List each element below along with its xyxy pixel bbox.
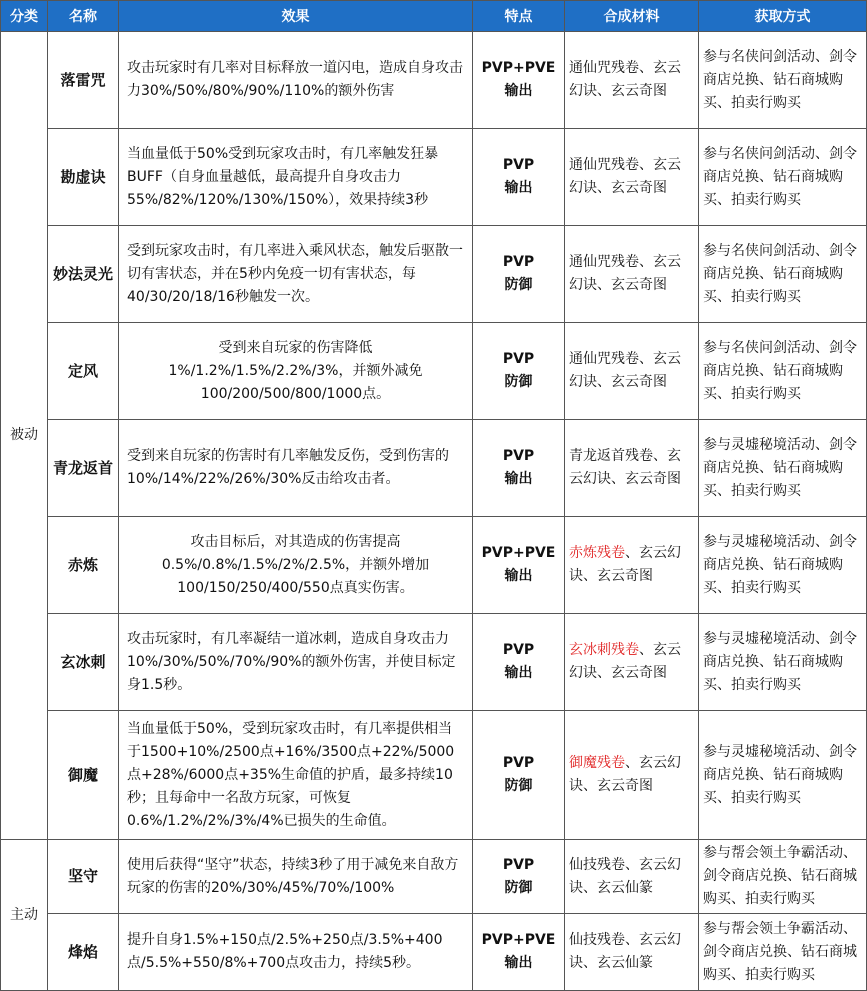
skill-materials — [565, 711, 699, 840]
material-text: 、玄云幻诀、玄云奇图 — [569, 545, 681, 584]
material-text: 、玄云幻诀、玄云奇图 — [569, 755, 681, 794]
feature-role: 防御 — [504, 778, 533, 794]
skill-effect: 使用后获得“坚守”状态，持续3秒了用于减免来自敌方玩家的伤害的20%/30%/45%/70%/100% — [119, 840, 473, 914]
material-text: 、玄云幻诀、玄云奇图 — [569, 642, 681, 681]
skill-effect: 受到玩家攻击时，有几率进入乘风状态，触发后驱散一切有害状态，并在5秒内免疫一切有害状态，每40/30/20/18/16秒触发一次。 — [119, 226, 473, 323]
skill-materials — [565, 420, 699, 517]
skill-name: 妙法灵光 — [48, 226, 119, 323]
skill-materials — [565, 517, 699, 614]
feature-role: 防御 — [504, 374, 533, 390]
feature-type: PVP+PVE — [481, 60, 556, 76]
feature-type: PVP+PVE — [481, 545, 556, 561]
skill-feature — [473, 711, 565, 840]
feature-type: PVP — [502, 856, 535, 873]
skill-effect: 受到来自玩家的伤害时有几率触发反伤，受到伤害的10%/14%/22%/26%/30%反击给攻击者。 — [119, 420, 473, 517]
table-row — [1, 323, 867, 420]
skill-materials — [565, 323, 699, 420]
category-cell: 主动 — [1, 840, 48, 991]
feature-role: 防御 — [504, 879, 533, 896]
skill-name: 青龙返首 — [48, 420, 119, 517]
material-text: 通仙咒残卷、玄云幻诀、玄云奇图 — [569, 351, 681, 390]
skill-name: 御魔 — [48, 711, 119, 840]
feature-role: 输出 — [504, 180, 533, 196]
skill-effect: 提升自身1.5%+150点/2.5%+250点/3.5%+400点/5.5%+550/8%+700点攻击力，持续5秒。 — [119, 914, 473, 991]
skill-effect: 当血量低于50%，受到玩家攻击时，有几率提供相当于1500+10%/2500点+16%/3500点+22%/5000点+28%/6000点+35%生命值的护盾，最多持续10秒；且每命中一名敌方玩家，可恢复0.6%/1.2%/2%/3%/4%已损失的生命值。 — [119, 711, 473, 840]
skill-materials — [565, 840, 699, 914]
feature-type: PVP — [502, 351, 535, 367]
table-row — [1, 32, 867, 129]
skill-name: 勘虚诀 — [48, 129, 119, 226]
skill-source: 参与名侠问剑活动、剑令商店兑换、钻石商城购买、拍卖行购买 — [699, 323, 867, 420]
feature-role: 防御 — [504, 277, 533, 293]
skill-source: 参与名侠问剑活动、剑令商店兑换、钻石商城购买、拍卖行购买 — [699, 129, 867, 226]
skill-materials — [565, 226, 699, 323]
material-text: 通仙咒残卷、玄云幻诀、玄云奇图 — [569, 157, 681, 196]
feature-type: PVP+PVE — [481, 932, 556, 948]
skill-effect: 当血量低于50%受到玩家攻击时，有几率触发狂暴BUFF（自身血量越低，最高提升自身攻击力55%/82%/120%/130%/150%），效果持续3秒 — [119, 129, 473, 226]
feature-role: 输出 — [504, 955, 533, 971]
material-highlight: 赤炼残卷 — [569, 545, 625, 561]
material-text: 仙技残卷、玄云幻诀、玄云仙篆 — [569, 856, 681, 896]
skill-feature — [473, 614, 565, 711]
table-row — [1, 711, 867, 840]
skill-source: 参与名侠问剑活动、剑令商店兑换、钻石商城购买、拍卖行购买 — [699, 226, 867, 323]
feature-type: PVP — [502, 448, 535, 464]
material-text: 通仙咒残卷、玄云幻诀、玄云奇图 — [569, 254, 681, 293]
skill-materials — [565, 914, 699, 991]
material-highlight: 玄冰刺残卷 — [569, 642, 639, 658]
skill-source: 参与帮会领土争霸活动、剑令商店兑换、钻石商城购买、拍卖行购买 — [699, 840, 867, 914]
feature-type: PVP — [502, 157, 535, 173]
skill-source: 参与灵墟秘境活动、剑令商店兑换、钻石商城购买、拍卖行购买 — [699, 420, 867, 517]
skill-name: 赤炼 — [48, 517, 119, 614]
skill-name: 落雷咒 — [48, 32, 119, 129]
skill-feature — [473, 323, 565, 420]
material-text: 通仙咒残卷、玄云幻诀、玄云奇图 — [569, 60, 681, 99]
skill-materials — [565, 614, 699, 711]
table-row — [1, 914, 867, 991]
feature-role: 输出 — [504, 83, 533, 99]
table-row — [1, 420, 867, 517]
skill-effect: 攻击目标后，对其造成的伤害提高0.5%/0.8%/1.5%/2%/2.5%，并额外增加100/150/250/400/550点真实伤害。 — [119, 517, 473, 614]
feature-role: 输出 — [504, 568, 533, 584]
category-cell: 被动 — [1, 32, 48, 840]
skill-source: 参与名侠问剑活动、剑令商店兑换、钻石商城购买、拍卖行购买 — [699, 32, 867, 129]
skill-feature — [473, 226, 565, 323]
material-text: 仙技残卷、玄云幻诀、玄云仙篆 — [569, 932, 681, 971]
header-row — [1, 1, 867, 32]
table-row — [1, 226, 867, 323]
header-source: 获取方式 — [699, 1, 867, 32]
header-category: 分类 — [1, 1, 48, 32]
table-row — [1, 129, 867, 226]
header-effect: 效果 — [119, 1, 473, 32]
skill-materials — [565, 32, 699, 129]
material-highlight: 御魔残卷 — [569, 755, 625, 771]
skill-materials — [565, 129, 699, 226]
skill-feature — [473, 840, 565, 914]
material-text: 青龙返首残卷、玄云幻诀、玄云奇图 — [569, 448, 681, 487]
skill-source: 参与灵墟秘境活动、剑令商店兑换、钻石商城购买、拍卖行购买 — [699, 517, 867, 614]
skill-feature — [473, 32, 565, 129]
feature-role: 输出 — [504, 665, 533, 681]
feature-type: PVP — [502, 642, 535, 658]
skill-name: 烽焰 — [48, 914, 119, 991]
skill-effect: 受到来自玩家的伤害降低1%/1.2%/1.5%/2.2%/3%，并额外减免100/200/500/800/1000点。 — [119, 323, 473, 420]
table-row — [1, 840, 867, 914]
skill-name: 定风 — [48, 323, 119, 420]
skill-feature — [473, 914, 565, 991]
feature-role: 输出 — [504, 471, 533, 487]
feature-type: PVP — [502, 755, 535, 771]
header-name: 名称 — [48, 1, 119, 32]
skill-source: 参与帮会领土争霸活动、剑令商店兑换、钻石商城购买、拍卖行购买 — [699, 914, 867, 991]
header-materials: 合成材料 — [565, 1, 699, 32]
table-row — [1, 517, 867, 614]
skill-feature — [473, 420, 565, 517]
header-feature: 特点 — [473, 1, 565, 32]
skill-feature — [473, 129, 565, 226]
skill-effect: 攻击玩家时有几率对目标释放一道闪电，造成自身攻击力30%/50%/80%/90%/110%的额外伤害 — [119, 32, 473, 129]
skill-name: 玄冰刺 — [48, 614, 119, 711]
skill-name: 坚守 — [48, 840, 119, 914]
skill-source: 参与灵墟秘境活动、剑令商店兑换、钻石商城购买、拍卖行购买 — [699, 711, 867, 840]
table-row — [1, 614, 867, 711]
skill-effect: 攻击玩家时，有几率凝结一道冰刺，造成自身攻击力10%/30%/50%/70%/90%的额外伤害，并使目标定身1.5秒。 — [119, 614, 473, 711]
feature-type: PVP — [502, 254, 535, 270]
skill-feature — [473, 517, 565, 614]
skill-source: 参与灵墟秘境活动、剑令商店兑换、钻石商城购买、拍卖行购买 — [699, 614, 867, 711]
